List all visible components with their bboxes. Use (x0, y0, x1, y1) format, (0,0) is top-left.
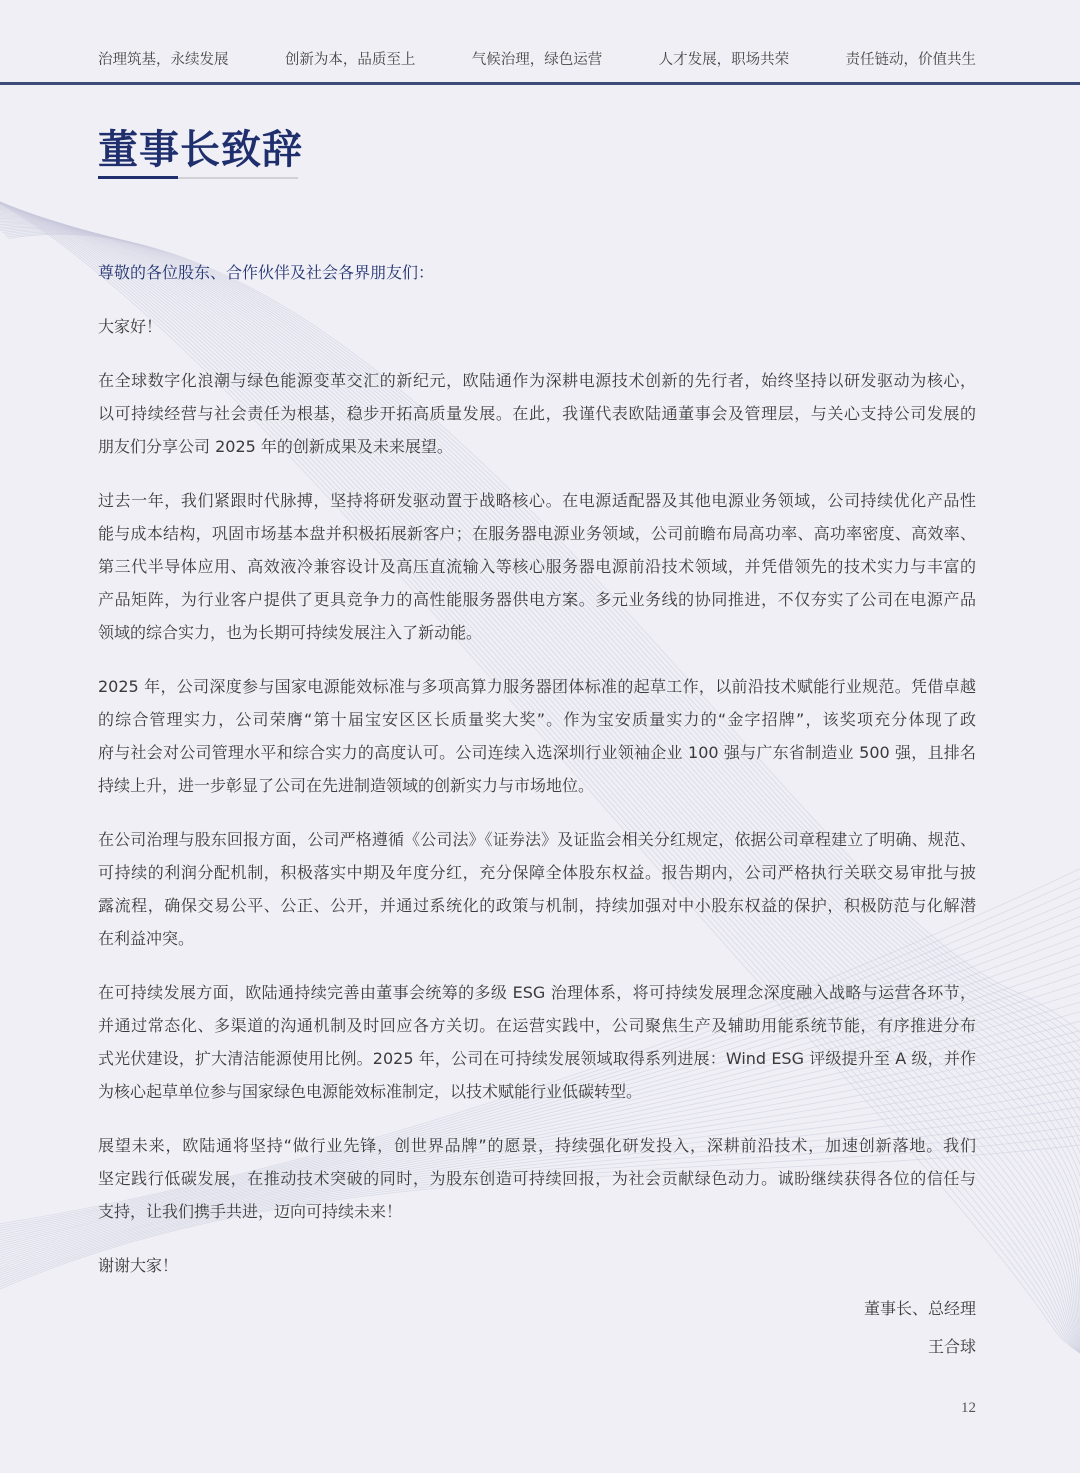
paragraph-line: 支持，让我们携手共进，迈向可持续未来！ (98, 1202, 403, 1221)
nav-item[interactable]: 责任链动，价值共生 (845, 52, 976, 68)
paragraph-line: 2025 年，公司深度参与国家电源能效标准与多项高算力服务器团体标准的起草工作，以前沿技术赋能行业规范。凭借卓越 (98, 677, 976, 696)
hello: 大家好！ (98, 317, 163, 336)
section-nav (98, 48, 976, 69)
paragraph-line: 第三代半导体应用、高效液冷兼容设计及高压直流输入等核心服务器电源前沿技术领域，并凭借领先的技术实力与丰富的 (98, 557, 976, 576)
paragraph (98, 670, 976, 802)
paragraph-line: 为核心起草单位参与国家绿色电源能效标准制定，以技术赋能行业低碳转型。 (98, 1082, 643, 1101)
paragraph (98, 976, 976, 1108)
paragraph-line: 式光伏建设，扩大清洁能源使用比例。2025 年，公司在可持续发展领域取得系列进展：Wind ESG 评级提升至 A 级，并作 (98, 1049, 976, 1068)
nav-item[interactable]: 治理筑基，永续发展 (98, 52, 229, 68)
paragraph-line: 在全球数字化浪潮与绿色能源变革交汇的新纪元，欧陆通作为深耕电源技术创新的先行者，始终坚持以研发驱动为核心， (98, 371, 976, 390)
paragraph (98, 1129, 976, 1228)
letter-body (98, 256, 976, 1282)
thanks: 谢谢大家！ (98, 1256, 179, 1275)
title-underline (98, 177, 298, 179)
page-number: 12 (961, 1400, 976, 1416)
paragraph-line: 领域的综合实力，也为长期可持续发展注入了新动能。 (98, 623, 483, 642)
paragraph-line: 能与成本结构，巩固市场基本盘并积极拓展新客户；在服务器电源业务领域，公司前瞻布局高功率、高功率密度、高效率、 (98, 524, 976, 543)
paragraph-line: 过去一年，我们紧跟时代脉搏，坚持将研发驱动置于战略核心。在电源适配器及其他电源业务领域，公司持续优化产品性 (98, 491, 976, 510)
paragraph-line: 产品矩阵，为行业客户提供了更具竞争力的高性能服务器供电方案。多元业务线的协同推进，不仅夯实了公司在电源产品 (98, 590, 976, 609)
nav-item[interactable]: 人才发展，职场共荣 (658, 52, 790, 68)
paragraph-line: 展望未来，欧陆通将坚持“做行业先锋，创世界品牌”的愿景，持续强化研发投入，深耕前沿技术，加速创新落地。我们 (98, 1136, 976, 1155)
paragraph-line: 并通过常态化、多渠道的沟通机制及时回应各方关切。在运营实践中，公司聚焦生产及辅助用能系统节能，有序推进分布 (98, 1016, 976, 1035)
paragraph-line: 可持续的利润分配机制，积极落实中期及年度分红，充分保障全体股东权益。报告期内，公司严格执行关联交易审批与披 (98, 863, 976, 882)
paragraph-line: 朋友们分享公司 2025 年的创新成果及未来展望。 (98, 437, 453, 456)
paragraph (98, 823, 976, 955)
paragraph-line: 的综合管理实力，公司荣膺“第十届宝安区区长质量奖大奖”。作为宝安质量实力的“金字招牌”，该奖项充分体现了政 (98, 710, 976, 729)
paragraph-line: 在利益冲突。 (98, 929, 195, 948)
paragraph (98, 364, 976, 463)
nav-item[interactable]: 创新为本，品质至上 (284, 52, 416, 68)
signature-role: 董事长、总经理 (863, 1299, 976, 1318)
nav-item[interactable]: 气候治理，绿色运营 (471, 52, 603, 68)
paragraph-line: 持续上升，进一步彰显了公司在先进制造领域的创新实力与市场地位。 (98, 776, 595, 795)
header-divider (0, 82, 1080, 85)
paragraph-line: 在可持续发展方面，欧陆通持续完善由董事会统筹的多级 ESG 治理体系，将可持续发展理念深度融入战略与运营各环节， (98, 983, 976, 1002)
paragraph-line: 府与社会对公司管理水平和综合实力的高度认可。公司连续入选深圳行业领袖企业 100 强与广东省制造业 500 强，且排名 (98, 743, 976, 762)
signature-name: 王合球 (927, 1337, 976, 1356)
paragraph (98, 484, 976, 649)
paragraph-line: 露流程，确保交易公平、公正、公开，并通过系统化的政策与机制，持续加强对中小股东权益的保护，积极防范与化解潜 (98, 896, 976, 915)
paragraph-line: 在公司治理与股东回报方面，公司严格遵循《公司法》《证券法》及证监会相关分红规定，依据公司章程建立了明确、规范、 (98, 830, 976, 849)
salutation: 尊敬的各位股东、合作伙伴及社会各界朋友们： (98, 263, 435, 282)
page-title: 董事长致辞 (98, 127, 303, 173)
paragraph-line: 坚定践行低碳发展，在推动技术突破的同时，为股东创造可持续回报，为社会贡献绿色动力。诚盼继续获得各位的信任与 (98, 1169, 976, 1188)
paragraph-line: 以可持续经营与社会责任为根基，稳步开拓高质量发展。在此，我谨代表欧陆通董事会及管理层，与关心支持公司发展的 (98, 404, 976, 423)
